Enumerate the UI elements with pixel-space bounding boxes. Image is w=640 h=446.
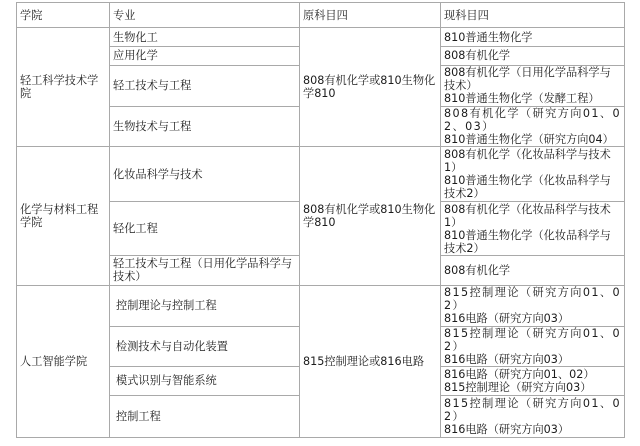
new-subject-line: 810普通生物化学（化妆品科学与技术2）: [444, 174, 611, 201]
table-row: [17, 285, 625, 326]
header-new-subject4: 现科目四: [441, 3, 625, 28]
table-row: [17, 147, 625, 202]
new-subject-line: 816电路（研究方向03）: [444, 353, 570, 367]
major-cell: 轻工技术与工程（日用化学品科学与技术）: [110, 256, 300, 285]
new-subject-cell: [441, 285, 625, 326]
major-cell: 轻化工程: [110, 201, 300, 256]
new-subject-line: 810普通生物化学（发酵工程）: [444, 92, 600, 106]
new-subject-cell: [441, 47, 625, 65]
major-cell: 化妆品科学与技术: [110, 147, 300, 202]
new-subject-line: 815控制理论（研究方向01、02）: [444, 286, 621, 313]
header-major: 专业: [110, 3, 300, 28]
new-subject-cell: [441, 106, 625, 146]
new-subject-cell: [441, 367, 625, 395]
new-subject-line: 808有机化学（化妆品科学与技术1）: [444, 202, 611, 229]
new-subject-line: 816电路（研究方向03）: [444, 422, 570, 436]
new-subject-line: 808有机化学: [444, 263, 511, 277]
new-subject-line: 810普通生物化学: [444, 30, 533, 44]
header-college: 学院: [17, 3, 110, 28]
new-subject-line: 808有机化学（研究方向01、02、03）: [444, 107, 621, 134]
major-cell: 检测技术与自动化装置: [110, 326, 300, 366]
new-subject-line: 816电路（研究方向03）: [444, 312, 570, 326]
new-subject-cell: [441, 256, 625, 285]
new-subject-cell: [441, 201, 625, 256]
major-cell: 控制工程: [110, 395, 300, 437]
new-subject-line: 810普通生物化学（研究方向04）: [444, 133, 614, 147]
major-cell: 轻工技术与工程: [110, 65, 300, 106]
new-subject-line: 808有机化学（日用化学品科学与技术）: [444, 66, 611, 93]
header-row: [17, 3, 625, 28]
old-subject-cell: 808有机化学或810生物化学810: [300, 28, 441, 147]
old-subject-cell: 815控制理论或816电路: [300, 285, 441, 437]
new-subject-line: 815控制理论（研究方向01、02）: [444, 327, 621, 354]
subject-change-table: [16, 2, 625, 438]
college-cell: 人工智能学院: [17, 285, 110, 437]
major-cell: 生物化工: [110, 28, 300, 47]
college-cell: 轻工科学技术学院: [17, 28, 110, 147]
new-subject-line: 810普通生物化学（化妆品科学与技术2）: [444, 228, 611, 255]
new-subject-line: 816电路（研究方向01、02）: [444, 367, 595, 381]
new-subject-line: 815控制理论（研究方向01、02）: [444, 396, 621, 423]
major-cell: 模式识别与智能系统: [110, 367, 300, 395]
major-cell: 控制理论与控制工程: [110, 285, 300, 326]
college-cell: 化学与材料工程学院: [17, 147, 110, 285]
new-subject-line: 815控制理论（研究方向03）: [444, 380, 592, 394]
major-cell: 应用化学: [110, 47, 300, 65]
new-subject-cell: [441, 395, 625, 437]
new-subject-cell: [441, 65, 625, 106]
table-row: [17, 28, 625, 47]
header-old-subject4: 原科目四: [300, 3, 441, 28]
new-subject-cell: [441, 326, 625, 366]
new-subject-cell: [441, 147, 625, 202]
new-subject-line: 808有机化学: [444, 49, 511, 63]
old-subject-cell: 808有机化学或810生物化学810: [300, 147, 441, 285]
new-subject-line: 808有机化学（化妆品科学与技术1）: [444, 148, 611, 175]
major-cell: 生物技术与工程: [110, 106, 300, 146]
new-subject-cell: [441, 28, 625, 47]
